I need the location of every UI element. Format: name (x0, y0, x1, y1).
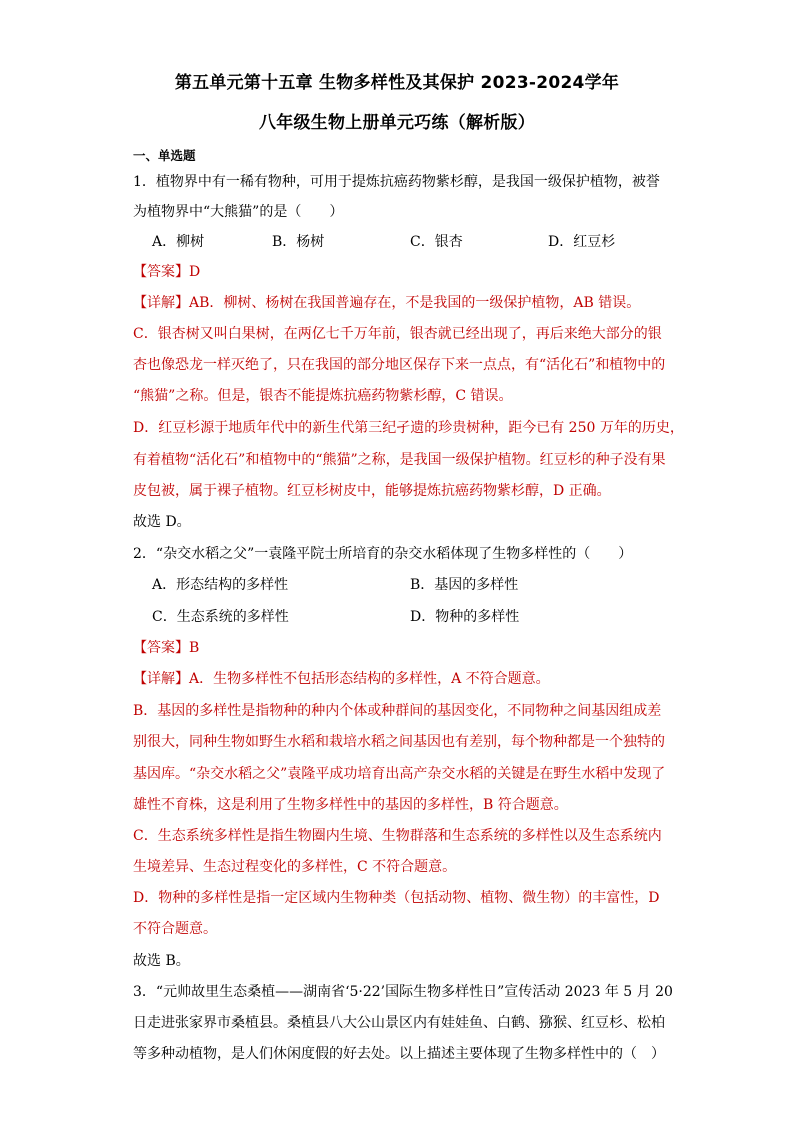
q1-option-a: A．柳树 (152, 234, 205, 250)
q1-detail-line: C．银杏树又叫白果树，在两亿七千万年前，银杏就已经出现了，再后来绝大部分的银 (133, 326, 662, 342)
q2-option-c: C．生态系统的多样性 (152, 609, 289, 625)
q2-answer: 【答案】B (133, 640, 200, 656)
q2-option-b: B．基因的多样性 (410, 577, 519, 593)
q1-conclusion: 故选 D。 (133, 514, 191, 530)
q2-detail-line: 基因库。“杂交水稻之父”袁隆平成功培育出高产杂交水稻的关键是在野生水稻中发现了 (133, 766, 666, 782)
section-heading: 一、单选题 (133, 148, 196, 163)
q1-stem-line-2: 为植物界中“大熊猫”的是（ ） (133, 204, 344, 220)
q2-detail-line: 雄性不育株，这是利用了生物多样性中的基因的多样性，B 符合题意。 (133, 797, 568, 813)
q2-conclusion: 故选 B。 (133, 953, 190, 969)
document-title-line-1: 第五单元第十五章 生物多样性及其保护 2023-2024学年 (174, 72, 620, 92)
q2-option-a: A．形态结构的多样性 (152, 577, 289, 593)
q1-option-d: D．红豆杉 (548, 234, 616, 250)
q1-answer: 【答案】D (133, 264, 201, 280)
q1-option-b: B．杨树 (272, 234, 325, 250)
q1-detail-line: 有着植物“活化石”和植物中的“熊猫”之称，是我国一级保护植物。红豆杉的种子没有果 (133, 452, 666, 468)
q1-option-c: C．银杏 (410, 234, 463, 250)
q2-option-d: D．物种的多样性 (410, 609, 520, 625)
q1-detail-line: 杏也像恐龙一样灭绝了，只在我国的部分地区保存下来一点点，有“活化石”和植物中的 (133, 357, 666, 373)
q1-detail-line: “熊猫”之称。但是，银杏不能提炼抗癌药物紫杉醇，C 错误。 (133, 388, 513, 404)
q1-detail-line: 【详解】AB．柳树、杨树在我国普遍存在，不是我国的一级保护植物，AB 错误。 (133, 295, 641, 311)
q2-detail-line: 不符合题意。 (133, 921, 217, 937)
q3-stem-line: 等多种动植物，是人们休闲度假的好去处。以上描述主要体现了生物多样性中的（ ） (133, 1046, 665, 1062)
q2-detail-line: 别很大，同种生物如野生水稻和栽培水稻之间基因也有差别，每个物种都是一个独特的 (133, 734, 665, 750)
q1-detail-line: 皮包被，属于裸子植物。红豆杉树皮中，能够提炼抗癌药物紫杉醇，D 正确。 (133, 483, 611, 499)
q2-detail-line: C．生态系统多样性是指生物圈内生境、生物群落和生态系统的多样性以及生态系统内 (133, 828, 662, 844)
q1-stem-line-1: 1．植物界中有一稀有物种，可用于提炼抗癌药物紫杉醇，是我国一级保护植物，被誉 (133, 174, 660, 190)
q2-detail-line: 生境差异、生态过程变化的多样性，C 不符合题意。 (133, 859, 457, 875)
q2-detail-line: D．物种的多样性是指一定区域内生物种类（包括动物、植物、微生物）的丰富性，D (133, 890, 660, 906)
document-title-line-2: 八年级生物上册单元巧练（解析版） (258, 112, 536, 132)
q2-detail-line: B．基因的多样性是指物种的种内个体或种群间的基因变化，不同物种之间基因组成差 (133, 703, 662, 719)
q2-detail-line: 【详解】A．生物多样性不包括形态结构的多样性，A 不符合题意。 (133, 671, 550, 687)
q2-stem: 2．“杂交水稻之父”一袁隆平院士所培育的杂交水稻体现了生物多样性的（ ） (133, 546, 633, 562)
q1-detail-line: D．红豆杉源于地质年代中的新生代第三纪孑遗的珍贵树种，距今已有 250 万年的历史， (133, 420, 684, 436)
q3-stem-line: 日走进张家界市桑植县。桑植县八大公山景区内有娃娃鱼、白鹤、猕猴、红豆杉、松柏 (133, 1015, 665, 1031)
q3-stem-line: 3．“元帅故里生态桑植——湖南省‘5·22’国际生物多样性日”宣传活动 2023 年 5 月 20 (133, 984, 673, 1000)
